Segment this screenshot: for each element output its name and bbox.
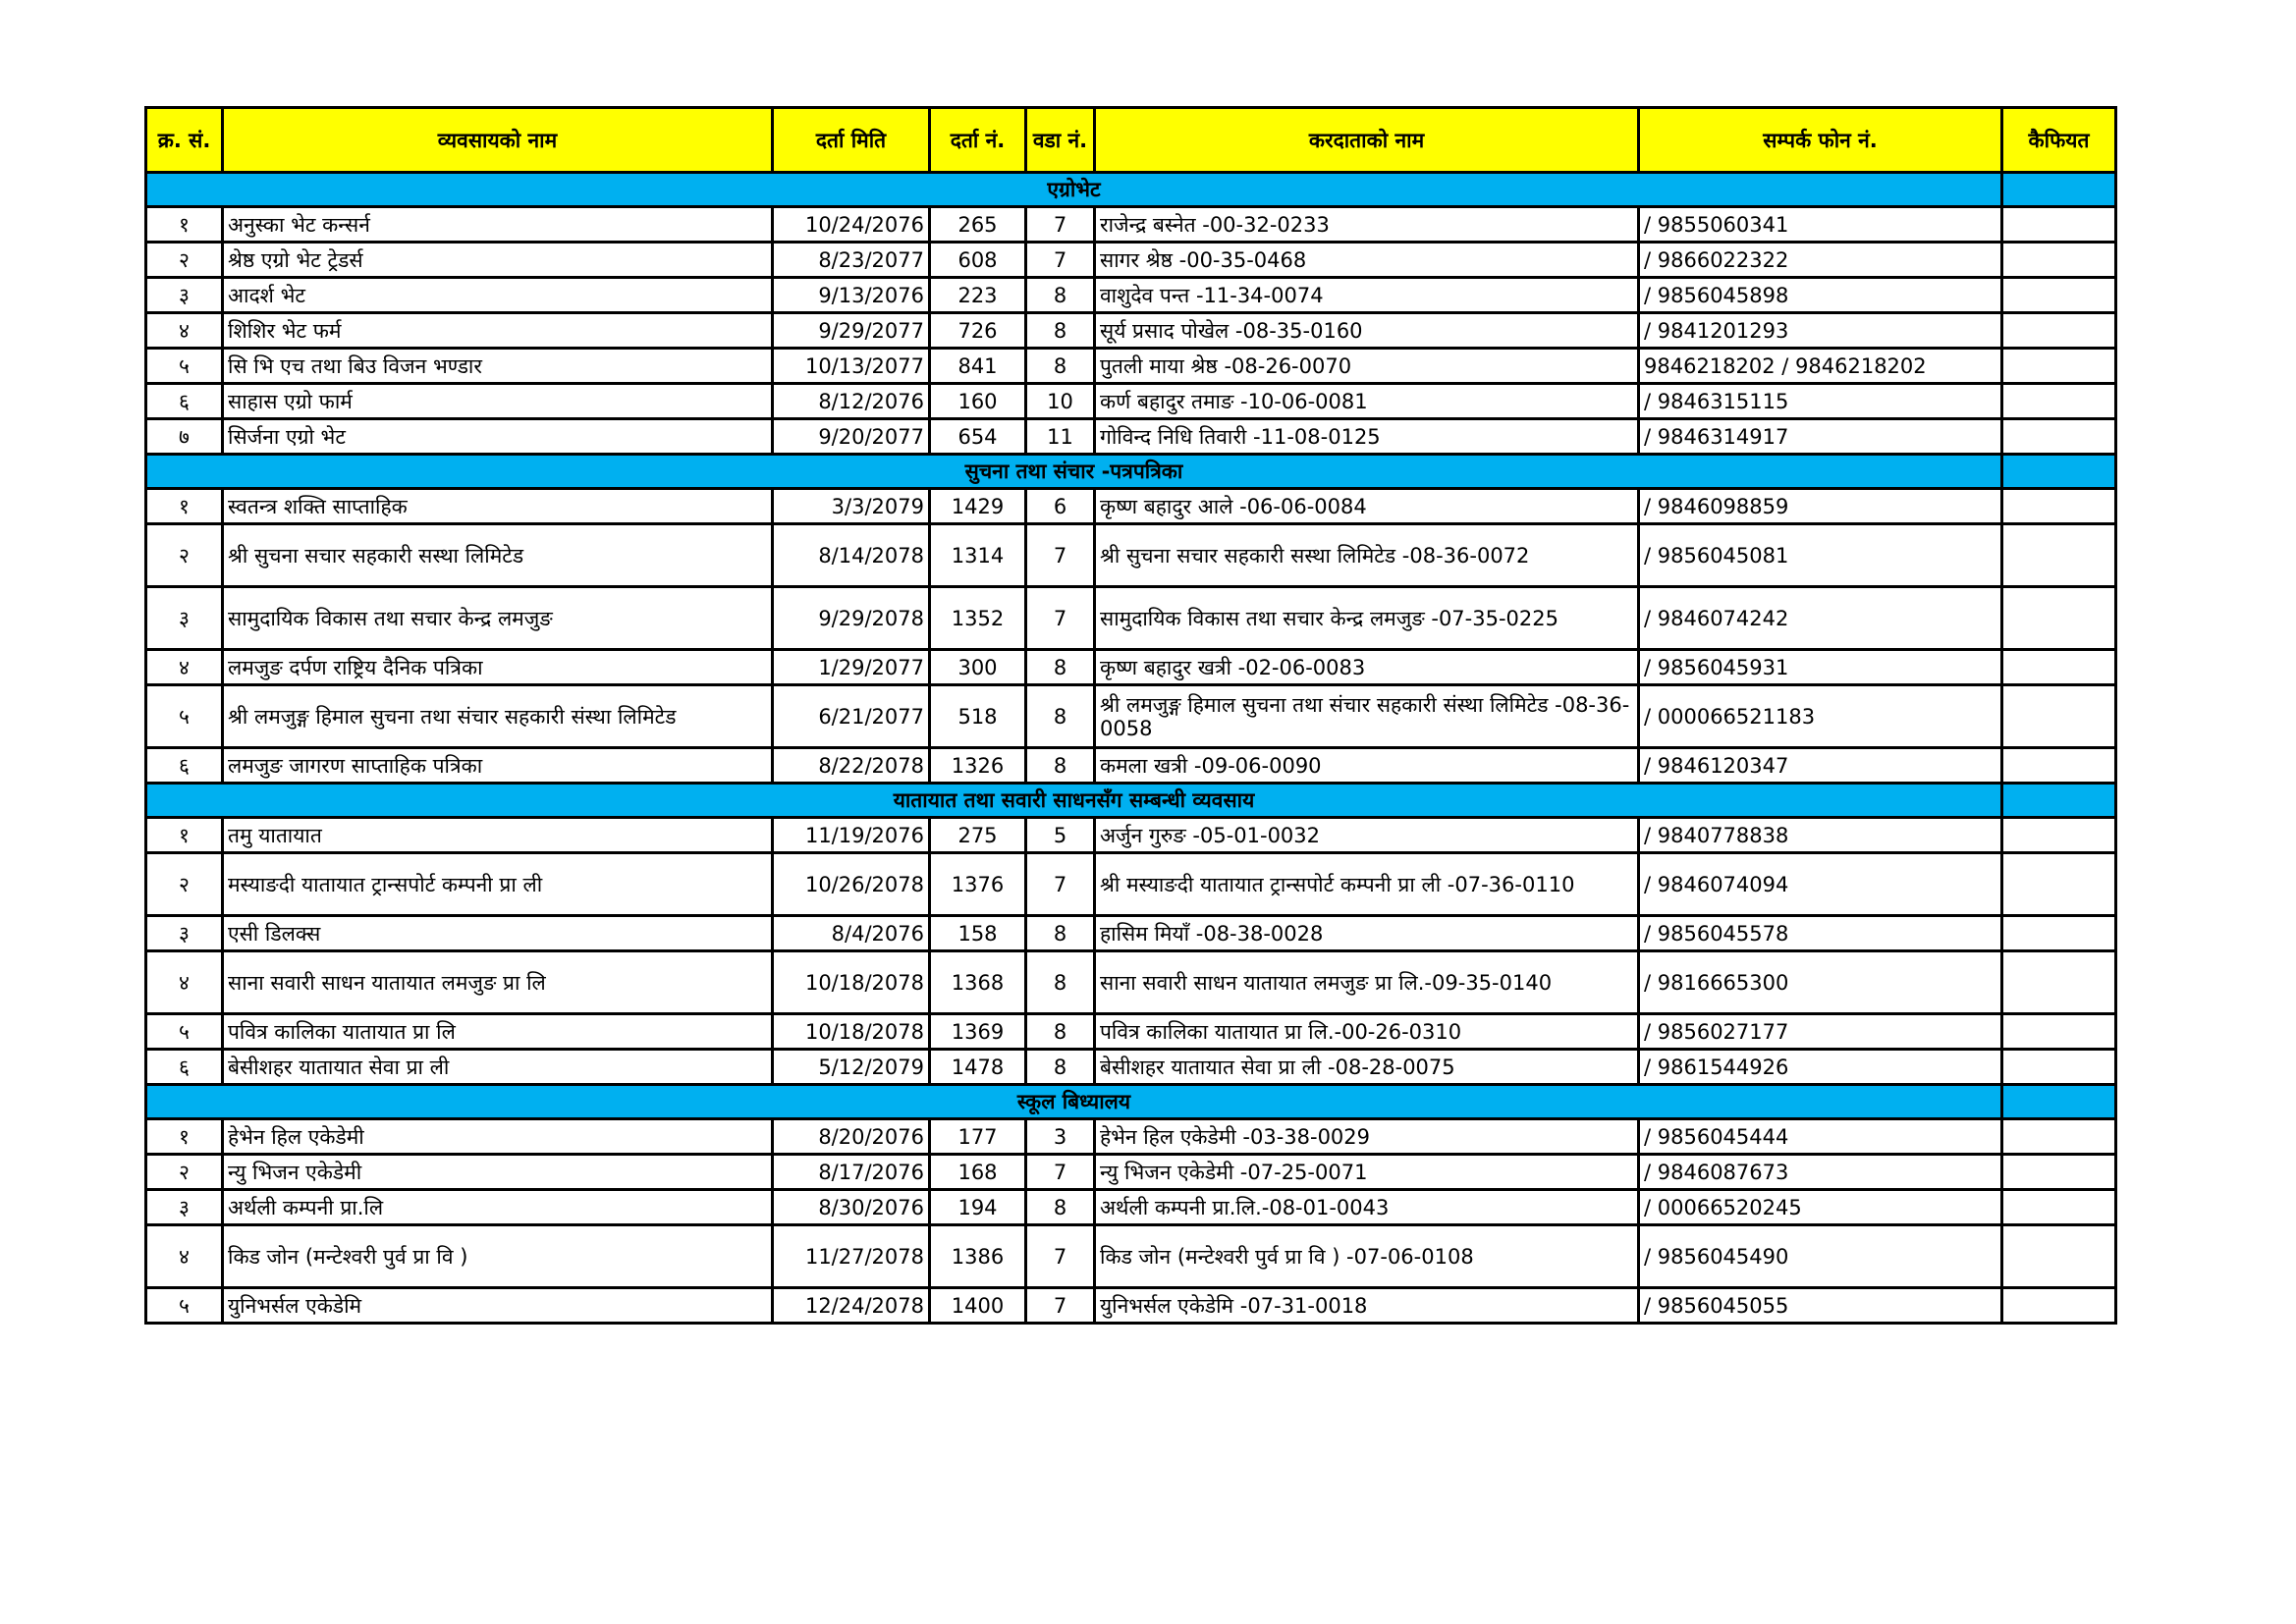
cell-phone: / 9846314917 [1639,419,2002,455]
cell-sn: ३ [146,1190,223,1225]
cell-remarks [2002,1225,2116,1288]
header-taxpayer: करदाताको नाम [1095,108,1639,173]
cell-sn: ५ [146,685,223,748]
cell-business: तमु यातायात [223,818,773,853]
cell-taxpayer: सूर्य प्रसाद पोखेल -08-35-0160 [1095,313,1639,349]
cell-remarks [2002,587,2116,650]
cell-phone: / 9855060341 [1639,207,2002,243]
cell-reg-date: 8/30/2076 [773,1190,930,1225]
cell-remarks [2002,278,2116,313]
cell-reg-date: 8/17/2076 [773,1155,930,1190]
cell-remarks [2002,1050,2116,1085]
cell-reg-date: 6/21/2077 [773,685,930,748]
cell-remarks [2002,916,2116,951]
cell-phone: / 9840778838 [1639,818,2002,853]
cell-reg-date: 9/13/2076 [773,278,930,313]
cell-reg-date: 9/29/2078 [773,587,930,650]
cell-reg-no: 1369 [930,1014,1026,1050]
cell-phone: / 9856045081 [1639,524,2002,587]
cell-ward: 8 [1026,685,1095,748]
table-row [146,489,2116,524]
cell-reg-no: 1429 [930,489,1026,524]
table-row [146,419,2116,455]
cell-ward: 8 [1026,1050,1095,1085]
cell-ward: 8 [1026,1014,1095,1050]
cell-sn: ४ [146,650,223,685]
cell-taxpayer: वाशुदेव पन्त -11-34-0074 [1095,278,1639,313]
cell-sn: २ [146,524,223,587]
cell-taxpayer: राजेन्द्र बस्नेत -00-32-0233 [1095,207,1639,243]
cell-taxpayer: श्री सुचना सचार सहकारी सस्था लिमिटेड -08-36-0072 [1095,524,1639,587]
cell-reg-date: 1/29/2077 [773,650,930,685]
cell-phone: / 9856045898 [1639,278,2002,313]
cell-reg-no: 841 [930,349,1026,384]
section-title: सुचना तथा संचार -पत्रपत्रिका [146,455,2002,489]
header-remarks: कैफियत [2002,108,2116,173]
cell-sn: ३ [146,278,223,313]
cell-phone: / 9856045931 [1639,650,2002,685]
cell-phone: / 9856045578 [1639,916,2002,951]
cell-ward: 8 [1026,349,1095,384]
cell-reg-date: 8/4/2076 [773,916,930,951]
cell-remarks [2002,650,2116,685]
cell-taxpayer: कमला खत्री -09-06-0090 [1095,748,1639,784]
cell-taxpayer: कृष्ण बहादुर खत्री -02-06-0083 [1095,650,1639,685]
cell-ward: 7 [1026,587,1095,650]
cell-reg-date: 9/20/2077 [773,419,930,455]
cell-taxpayer: पवित्र कालिका यातायात प्रा लि.-00-26-0310 [1095,1014,1639,1050]
cell-taxpayer: अर्थली कम्पनी प्रा.लि.-08-01-0043 [1095,1190,1639,1225]
cell-sn: ६ [146,384,223,419]
cell-phone: / 9856027177 [1639,1014,2002,1050]
cell-remarks [2002,951,2116,1014]
table-row [146,1119,2116,1155]
cell-sn: ५ [146,349,223,384]
cell-taxpayer: हासिम मियाँ -08-38-0028 [1095,916,1639,951]
table-row [146,587,2116,650]
cell-ward: 8 [1026,278,1095,313]
cell-reg-date: 11/19/2076 [773,818,930,853]
cell-taxpayer: पुतली माया श्रेष्ठ -08-26-0070 [1095,349,1639,384]
cell-remarks [2002,1014,2116,1050]
cell-ward: 8 [1026,748,1095,784]
cell-reg-date: 10/18/2078 [773,1014,930,1050]
table-row [146,818,2116,853]
header-reg-no: दर्ता नं. [930,108,1026,173]
cell-taxpayer: किड जोन (मन्टेश्वरी पुर्व प्रा वि ) -07-06-0108 [1095,1225,1639,1288]
table-row [146,685,2116,748]
cell-taxpayer: सागर श्रेष्ठ -00-35-0468 [1095,243,1639,278]
cell-reg-no: 275 [930,818,1026,853]
cell-remarks [2002,349,2116,384]
table-row [146,1014,2116,1050]
cell-ward: 11 [1026,419,1095,455]
cell-reg-no: 1314 [930,524,1026,587]
table-row [146,384,2116,419]
cell-taxpayer: गोविन्द निधि तिवारी -11-08-0125 [1095,419,1639,455]
cell-remarks [2002,384,2116,419]
cell-phone: / 9861544926 [1639,1050,2002,1085]
cell-reg-date: 11/27/2078 [773,1225,930,1288]
cell-business: लमजुङ जागरण साप्ताहिक पत्रिका [223,748,773,784]
cell-business: श्री सुचना सचार सहकारी सस्था लिमिटेड [223,524,773,587]
cell-business: अर्थली कम्पनी प्रा.लि [223,1190,773,1225]
cell-phone: / 9841201293 [1639,313,2002,349]
cell-reg-no: 194 [930,1190,1026,1225]
cell-business: स्वतन्त्र शक्ति साप्ताहिक [223,489,773,524]
cell-remarks [2002,853,2116,916]
cell-reg-date: 3/3/2079 [773,489,930,524]
header-phone: सम्पर्क फोन नं. [1639,108,2002,173]
cell-reg-date: 8/20/2076 [773,1119,930,1155]
cell-phone: / 9846074094 [1639,853,2002,916]
cell-sn: ७ [146,419,223,455]
cell-reg-no: 1352 [930,587,1026,650]
cell-reg-no: 1326 [930,748,1026,784]
cell-sn: ६ [146,748,223,784]
cell-remarks [2002,313,2116,349]
cell-taxpayer: सामुदायिक विकास तथा सचार केन्द्र लमजुङ -07-35-0225 [1095,587,1639,650]
header-business: व्यवसायको नाम [223,108,773,173]
section-remarks-cell [2002,173,2116,207]
table-row [146,1050,2116,1085]
cell-remarks [2002,748,2116,784]
cell-taxpayer: कृष्ण बहादुर आले -06-06-0084 [1095,489,1639,524]
cell-reg-date: 10/13/2077 [773,349,930,384]
cell-reg-no: 1478 [930,1050,1026,1085]
cell-business: मस्याङदी यातायात ट्रान्सपोर्ट कम्पनी प्रा ली [223,853,773,916]
table-row [146,951,2116,1014]
cell-ward: 7 [1026,207,1095,243]
header-row [146,108,2116,173]
cell-reg-no: 1400 [930,1288,1026,1324]
cell-taxpayer: युनिभर्सल एकेडेमि -07-31-0018 [1095,1288,1639,1324]
cell-reg-no: 160 [930,384,1026,419]
cell-reg-no: 300 [930,650,1026,685]
table-row [146,916,2116,951]
cell-taxpayer: अर्जुन गुरुङ -05-01-0032 [1095,818,1639,853]
table-row [146,278,2116,313]
header-sn: क्र. सं. [146,108,223,173]
cell-reg-no: 168 [930,1155,1026,1190]
cell-reg-date: 8/23/2077 [773,243,930,278]
cell-sn: २ [146,853,223,916]
cell-ward: 5 [1026,818,1095,853]
table-row [146,207,2116,243]
cell-phone: / 9846098859 [1639,489,2002,524]
cell-remarks [2002,207,2116,243]
cell-sn: ४ [146,951,223,1014]
cell-sn: ६ [146,1050,223,1085]
cell-business: किड जोन (मन्टेश्वरी पुर्व प्रा वि ) [223,1225,773,1288]
cell-reg-date: 10/18/2078 [773,951,930,1014]
cell-taxpayer: हेभेन हिल एकेडेमी -03-38-0029 [1095,1119,1639,1155]
section-row [146,784,2116,818]
table-row [146,313,2116,349]
cell-phone: / 000066521183 [1639,685,2002,748]
cell-ward: 7 [1026,1225,1095,1288]
cell-business: एसी डिलक्स [223,916,773,951]
table-row [146,1190,2116,1225]
cell-business: अनुस्का भेट कन्सर्न [223,207,773,243]
cell-reg-no: 158 [930,916,1026,951]
cell-sn: ५ [146,1014,223,1050]
table-row [146,349,2116,384]
section-title: एग्रोभेट [146,173,2002,207]
cell-reg-date: 8/12/2076 [773,384,930,419]
cell-reg-no: 223 [930,278,1026,313]
cell-reg-date: 8/22/2078 [773,748,930,784]
section-remarks-cell [2002,1085,2116,1119]
cell-reg-no: 265 [930,207,1026,243]
cell-ward: 10 [1026,384,1095,419]
cell-phone: / 9846087673 [1639,1155,2002,1190]
cell-business: न्यु भिजन एकेडेमी [223,1155,773,1190]
cell-business: लमजुङ दर्पण राष्ट्रिय दैनिक पत्रिका [223,650,773,685]
cell-sn: ५ [146,1288,223,1324]
cell-taxpayer: बेसीशहर यातायात सेवा प्रा ली -08-28-0075 [1095,1050,1639,1085]
cell-remarks [2002,1190,2116,1225]
section-title: यातायात तथा सवारी साधनसँग सम्बन्धी व्यवसाय [146,784,2002,818]
cell-business: आदर्श भेट [223,278,773,313]
cell-reg-no: 654 [930,419,1026,455]
cell-taxpayer: कर्ण बहादुर तमाङ -10-06-0081 [1095,384,1639,419]
cell-sn: ४ [146,313,223,349]
cell-phone: / 9846074242 [1639,587,2002,650]
cell-ward: 7 [1026,524,1095,587]
cell-taxpayer: श्री लमजुङ्ग हिमाल सुचना तथा संचार सहकारी संस्था लिमिटेड -08-36-0058 [1095,685,1639,748]
cell-business: सिर्जना एग्रो भेट [223,419,773,455]
cell-reg-date: 12/24/2078 [773,1288,930,1324]
cell-taxpayer: साना सवारी साधन यातायात लमजुङ प्रा लि.-09-35-0140 [1095,951,1639,1014]
cell-business: शिशिर भेट फर्म [223,313,773,349]
table-row [146,524,2116,587]
cell-ward: 8 [1026,650,1095,685]
cell-taxpayer: श्री मस्याङदी यातायात ट्रान्सपोर्ट कम्पनी प्रा ली -07-36-0110 [1095,853,1639,916]
cell-sn: १ [146,489,223,524]
cell-reg-date: 5/12/2079 [773,1050,930,1085]
cell-remarks [2002,243,2116,278]
cell-reg-date: 8/14/2078 [773,524,930,587]
cell-reg-date: 10/24/2076 [773,207,930,243]
cell-sn: ३ [146,587,223,650]
cell-phone: / 9856045055 [1639,1288,2002,1324]
cell-remarks [2002,1119,2116,1155]
cell-sn: १ [146,1119,223,1155]
cell-remarks [2002,818,2116,853]
cell-business: साना सवारी साधन यातायात लमजुङ प्रा लि [223,951,773,1014]
header-reg-date: दर्ता मिति [773,108,930,173]
cell-remarks [2002,419,2116,455]
registration-table [144,106,2117,1325]
section-title: स्कूल बिध्यालय [146,1085,2002,1119]
cell-ward: 3 [1026,1119,1095,1155]
cell-sn: ४ [146,1225,223,1288]
cell-ward: 7 [1026,243,1095,278]
cell-business: श्री लमजुङ्ग हिमाल सुचना तथा संचार सहकारी संस्था लिमिटेड [223,685,773,748]
cell-business: हेभेन हिल एकेडेमी [223,1119,773,1155]
cell-sn: १ [146,818,223,853]
cell-remarks [2002,685,2116,748]
cell-business: सामुदायिक विकास तथा सचार केन्द्र लमजुङ [223,587,773,650]
cell-reg-no: 1386 [930,1225,1026,1288]
cell-taxpayer: न्यु भिजन एकेडेमी -07-25-0071 [1095,1155,1639,1190]
cell-ward: 7 [1026,853,1095,916]
cell-reg-no: 518 [930,685,1026,748]
cell-phone: / 9856045444 [1639,1119,2002,1155]
cell-phone: / 9866022322 [1639,243,2002,278]
cell-reg-no: 177 [930,1119,1026,1155]
cell-remarks [2002,1288,2116,1324]
cell-reg-no: 1368 [930,951,1026,1014]
table-row [146,1225,2116,1288]
cell-remarks [2002,489,2116,524]
table-row [146,1288,2116,1324]
cell-reg-date: 10/26/2078 [773,853,930,916]
cell-sn: २ [146,243,223,278]
cell-reg-date: 9/29/2077 [773,313,930,349]
cell-remarks [2002,524,2116,587]
cell-business: सि भि एच तथा बिउ विजन भण्डार [223,349,773,384]
cell-phone: / 9846315115 [1639,384,2002,419]
cell-business: साहास एग्रो फार्म [223,384,773,419]
cell-phone: / 9846120347 [1639,748,2002,784]
section-remarks-cell [2002,784,2116,818]
cell-ward: 8 [1026,916,1095,951]
cell-business: बेसीशहर यातायात सेवा प्रा ली [223,1050,773,1085]
cell-business: पवित्र कालिका यातायात प्रा लि [223,1014,773,1050]
section-remarks-cell [2002,455,2116,489]
header-ward: वडा नं. [1026,108,1095,173]
cell-reg-no: 608 [930,243,1026,278]
cell-ward: 8 [1026,313,1095,349]
cell-remarks [2002,1155,2116,1190]
cell-ward: 8 [1026,951,1095,1014]
cell-ward: 7 [1026,1155,1095,1190]
cell-ward: 8 [1026,1190,1095,1225]
cell-sn: २ [146,1155,223,1190]
cell-business: श्रेष्ठ एग्रो भेट ट्रेडर्स [223,243,773,278]
cell-reg-no: 1376 [930,853,1026,916]
cell-reg-no: 726 [930,313,1026,349]
cell-phone: / 00066520245 [1639,1190,2002,1225]
section-row [146,173,2116,207]
cell-phone: 9846218202 / 9846218202 [1639,349,2002,384]
cell-sn: ३ [146,916,223,951]
cell-sn: १ [146,207,223,243]
table-row [146,1155,2116,1190]
cell-ward: 7 [1026,1288,1095,1324]
table-row [146,853,2116,916]
cell-phone: / 9816665300 [1639,951,2002,1014]
cell-business: युनिभर्सल एकेडेमि [223,1288,773,1324]
cell-phone: / 9856045490 [1639,1225,2002,1288]
section-row [146,455,2116,489]
cell-ward: 6 [1026,489,1095,524]
table-row [146,748,2116,784]
section-row [146,1085,2116,1119]
table-body [146,173,2116,1324]
table-row [146,243,2116,278]
table-row [146,650,2116,685]
